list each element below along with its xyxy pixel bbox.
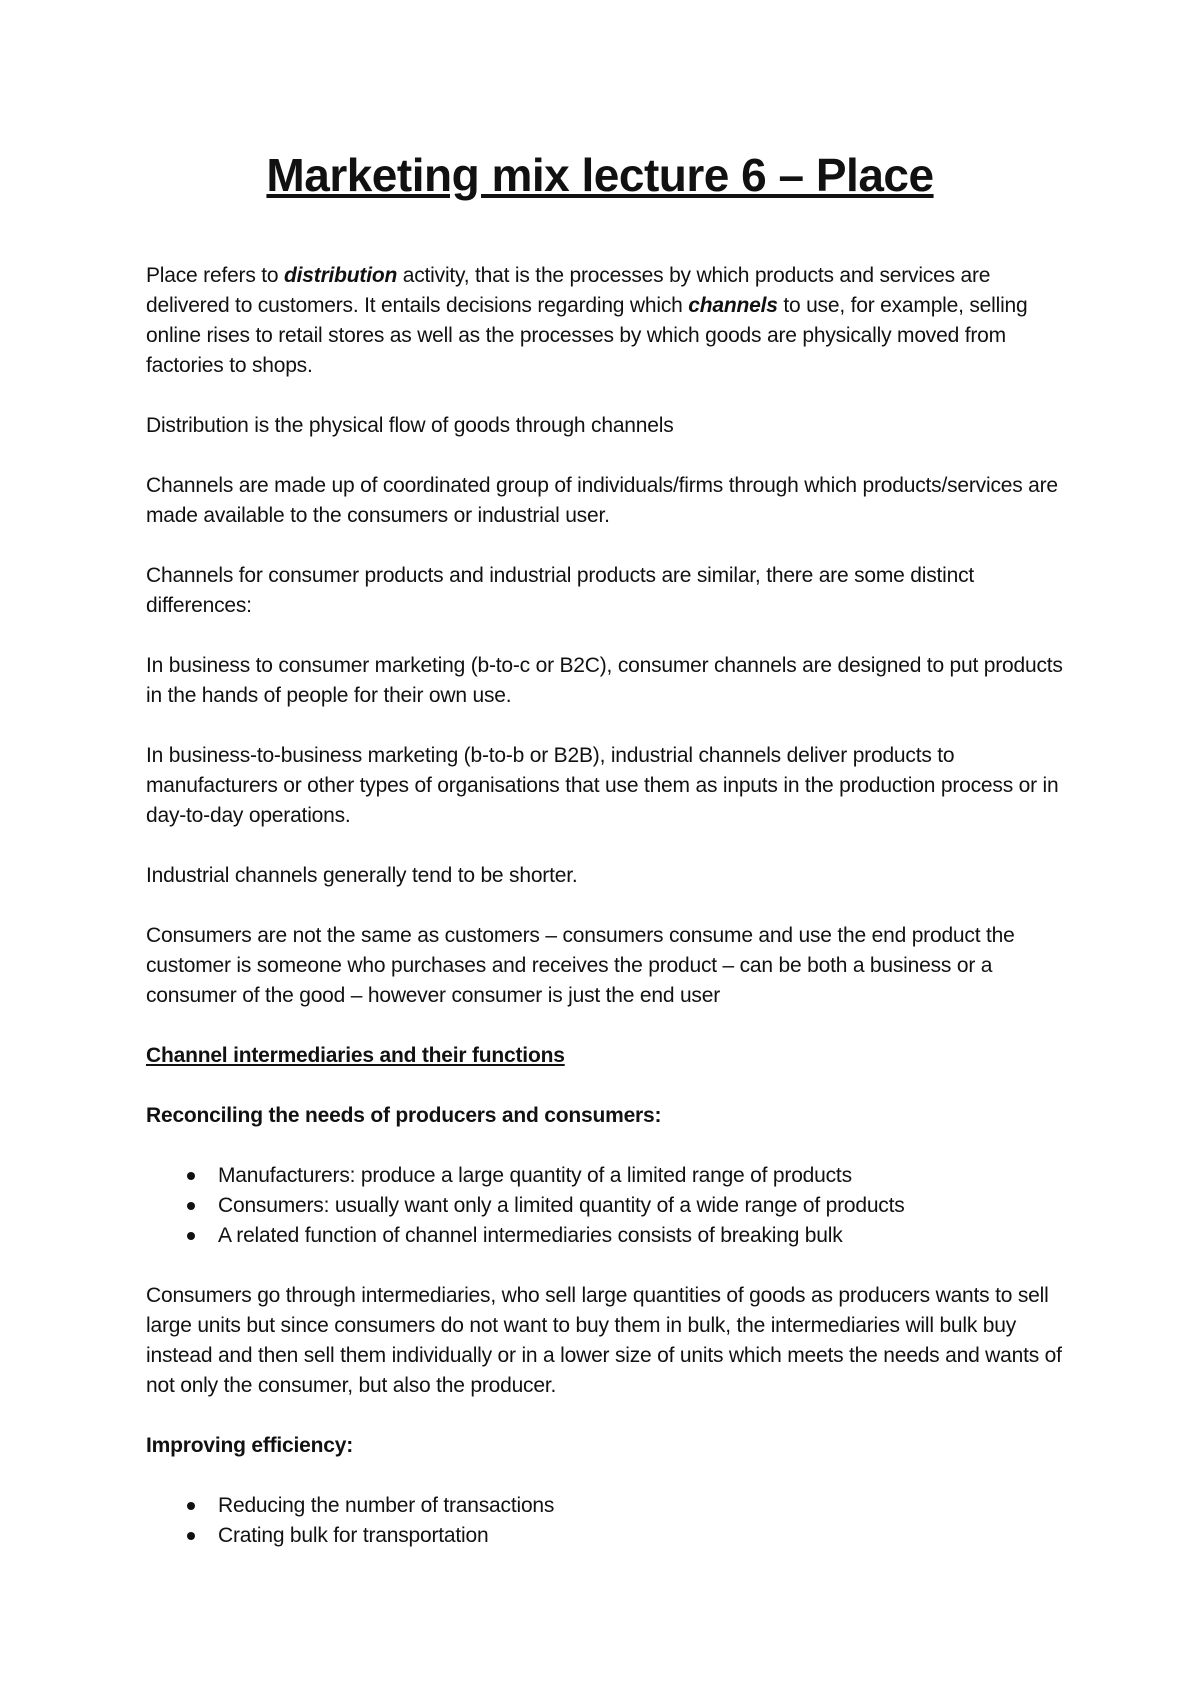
document-title: Marketing mix lecture 6 – Place	[266, 149, 934, 201]
paragraph-b2b: In business-to-business marketing (b-to-b or B2B), industrial channels deliver products to manufacturers or other types of organisations that use them as inputs in the production process or in day-to-day operations.	[146, 743, 1059, 827]
intro-text-1: Place refers to	[146, 263, 285, 287]
paragraph-industrial-shorter: Industrial channels generally tend to be shorter.	[146, 863, 578, 887]
term-distribution: distribution	[284, 263, 398, 287]
paragraph-intermediaries-bulk: Consumers go through intermediaries, who sell large quantities of goods as producers wants to sell large units but since consumers do not want to buy them in bulk, the intermediaries will bulk buy instead and then sell them individually or in a lower size of units which meets the needs and wants of not only the consumer, but also the producer.	[146, 1283, 1062, 1397]
section-heading-intermediaries: Channel intermediaries and their functions	[146, 1043, 565, 1067]
list-item: Manufacturers: produce a large quantity of a limited range of products	[218, 1161, 1076, 1191]
bullet-list-reconciling	[146, 1161, 1076, 1251]
paragraph-channels-definition: Channels are made up of coordinated group of individuals/firms through which products/services are made available to the consumers or industrial user.	[146, 473, 1058, 527]
intro-text-3: to use, for example, selling online rises to retail stores as well as the processes by which goods are physically moved from factories to shops.	[146, 293, 1028, 377]
subheading-improving-efficiency: Improving efficiency:	[146, 1433, 354, 1457]
list-item: Consumers: usually want only a limited quantity of a wide range of products	[218, 1191, 1076, 1221]
bullet-list-efficiency	[146, 1491, 1076, 1551]
subheading-reconciling-needs: Reconciling the needs of producers and consumers:	[146, 1103, 662, 1127]
paragraph-b2c: In business to consumer marketing (b-to-c or B2C), consumer channels are designed to put products in the hands of people for their own use.	[146, 653, 1063, 707]
list-item: Reducing the number of transactions	[218, 1491, 1076, 1521]
document-page	[146, 150, 1076, 1581]
intro-text-2: activity, that is the processes by which products and services are delivered to customers. It entails decisions regarding which	[146, 263, 991, 317]
list-item: A related function of channel intermediaries consists of breaking bulk	[218, 1221, 1076, 1251]
intro-paragraph	[146, 261, 1076, 381]
paragraph-channels-differences: Channels for consumer products and industrial products are similar, there are some distinct differences:	[146, 563, 975, 617]
paragraph-consumers-customers: Consumers are not the same as customers – consumers consume and use the end product the customer is someone who purchases and receives the product – can be both a business or a consumer of the good – however consumer is just the end user	[146, 923, 1015, 1007]
term-channels: channels	[688, 293, 778, 317]
paragraph-distribution-definition: Distribution is the physical flow of goods through channels	[146, 413, 674, 437]
list-item: Crating bulk for transportation	[218, 1521, 1076, 1551]
